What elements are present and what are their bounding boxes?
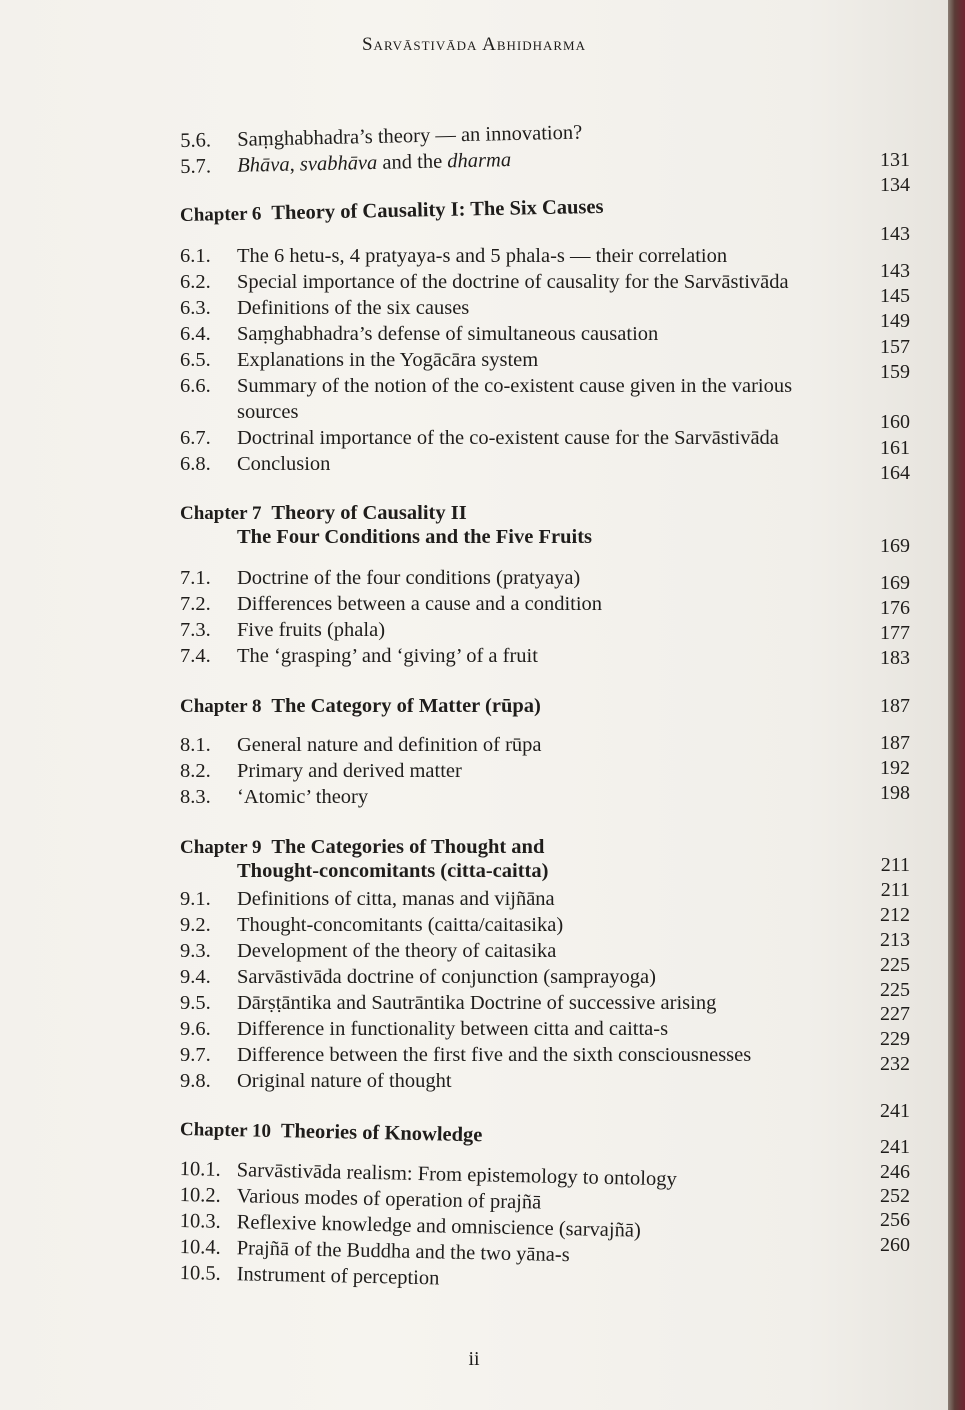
chapter-subtitle: The Four Conditions and the Five Fruits (237, 526, 592, 548)
chapter-label: Chapter 7 (180, 503, 262, 524)
chapter-heading (180, 693, 541, 720)
page-number: 232 (880, 1053, 910, 1075)
table-of-contents: 5.6. Saṃghabhadra’s theory — an innovation? 5.7. Bhāva, svabhāva and the dharma Chapter 6 Theory of Causality I: The Six Causes 6.1. The 6 hetu-s, 4 pratyaya-s and 5 phala-s — their correlation 6.2. Special importance of the doctrine of causality for the Sarvāstivāda 6.3. Definitions of the six causes 6.4. Saṃghabhadra’s defense of simultaneous causation 6.5. Explanations in the Yogācāra system 6.6. Summary of the notion of the co-existent cause given in the various sources 6.7. Doctrinal importance of the co-existent cause for the Sarvāstivāda 6.8. Conclusion Chapter 7 Theory of Causality II The Four Conditions and the Five Fruits 7.1. Doctrine of the four conditions (pratyaya) 7.2. Differences between a cause and a condition 7.3. Five fruits (phala) 7.4. The ‘grasping’ and ‘giving’ of a fruit Chapter 8 The Category of Matter (rūpa) 8.1. General nature and definition of rūpa 8.2. Primary and derived matter 8.3. ‘Atomic’ theory Chapter 9 The Categories of Thought and Thought-concomitants (citta-caitta) 9.1. Definitions of citta, manas and vijñāna 9.2. Thought-concomitants (caitta/caitasika) 9.3. Development of the theory of caitasika 9.4. Sarvāstivāda doctrine of conjunction (samprayoga) 9.5. Dārṣṭāntika and Sautrāntika Doctrine of successive arising 9.6. Difference in functionality between citta and caitta-s 9.7. Difference between the first five and the sixth consciousnesses 9.8. Original nature of thought Chapter 10 Theories of Knowledge 10.1. Sarvāstivāda realism: From epistemology to ontology 10.2. Various modes of operation of prajñā 10.3. Reflexive knowledge and omniscience (sarvajñā) 10.4. Prajñā of the Buddha and the two yāna-s 10.5. Instrument of perception 131 134 143 143 145 149 157 159 160 161 164 169 169 176 177 183 187 187 192 198 211 211 212 213 225 225 227 229 232 241 241 246 252 256 260 (0, 0, 948, 1410)
page-number: 143 (880, 223, 910, 245)
book-edge (948, 0, 965, 1410)
page-number: 145 (880, 285, 910, 307)
page-number: 211 (880, 854, 910, 876)
chapter-heading (180, 194, 604, 229)
entry-number: 5.6. (180, 129, 212, 152)
page-number: 229 (880, 1028, 910, 1050)
page-number: 225 (880, 979, 910, 1001)
page-number: 187 (880, 732, 910, 754)
page-number: 225 (880, 954, 910, 976)
toc-entry: 10.3. Reflexive knowledge and omniscience (sarvajñā) (179, 1209, 642, 1242)
page-number: 160 (880, 411, 910, 433)
page-number: 198 (880, 782, 910, 804)
page-number: 177 (880, 622, 910, 644)
page-folio: ii (468, 1348, 480, 1370)
chapter-title: The Categories of Thought and (271, 836, 545, 858)
page-number: 164 (880, 462, 910, 484)
chapter-label: Chapter 10 (179, 1119, 272, 1142)
page-number: 134 (880, 174, 910, 196)
entry-title: Saṃghabhadra’s theory — an innovation? (237, 121, 583, 151)
chapter-title: The Category of Matter (rūpa) (271, 695, 541, 717)
chapter-subtitle: Thought-concomitants (citta-caitta) (237, 860, 549, 882)
page-number: 169 (880, 535, 910, 557)
toc-entry: 10.5. Instrument of perception (179, 1261, 440, 1290)
page-number: 246 (880, 1161, 910, 1183)
page-number: 169 (880, 572, 910, 594)
toc-entry: 10.1. Sarvāstivāda realism: From epistemology to ontology (179, 1157, 677, 1191)
running-header: Sarvāstivāda Abhidharma (361, 34, 586, 55)
page-number: 183 (880, 647, 910, 669)
page-number: 149 (880, 310, 910, 332)
page-number: 212 (880, 904, 910, 926)
chapter-label: Chapter 8 (180, 696, 262, 717)
page-number: 241 (880, 1100, 910, 1122)
page-number: 157 (880, 336, 910, 358)
chapter-heading (180, 1116, 483, 1149)
toc-entry (180, 112, 932, 152)
page-number: 256 (880, 1209, 910, 1231)
page-number: 159 (880, 361, 910, 383)
entry-title: Bhāva, svabhāva and the dharma (237, 149, 512, 177)
page-number: 260 (880, 1234, 910, 1256)
chapter-heading (180, 834, 544, 861)
chapter-heading (180, 500, 467, 527)
page-number: 213 (880, 929, 910, 951)
page-number: 161 (880, 437, 910, 459)
page-number: 227 (880, 1003, 910, 1025)
page-number: 176 (880, 597, 910, 619)
page-number: 192 (880, 757, 910, 779)
chapter-title: Theories of Knowledge (280, 1120, 483, 1147)
page-number: 131 (880, 149, 910, 171)
entry-number: 5.7. (180, 155, 212, 178)
page-number: 252 (880, 1185, 910, 1207)
page-number: 241 (880, 1136, 910, 1158)
page-number: 143 (880, 260, 910, 282)
chapter-label: Chapter 6 (179, 203, 262, 226)
toc-entry: 10.4. Prajñā of the Buddha and the two yāna-s (179, 1235, 570, 1267)
chapter-title: Theory of Causality I: The Six Causes (271, 195, 604, 225)
page-number: 187 (880, 695, 910, 717)
toc-entry: 10.2. Various modes of operation of prajñā (179, 1183, 542, 1214)
chapter-title: Theory of Causality II (271, 502, 467, 524)
chapter-label: Chapter 9 (180, 837, 262, 858)
page-number: 211 (880, 879, 910, 901)
